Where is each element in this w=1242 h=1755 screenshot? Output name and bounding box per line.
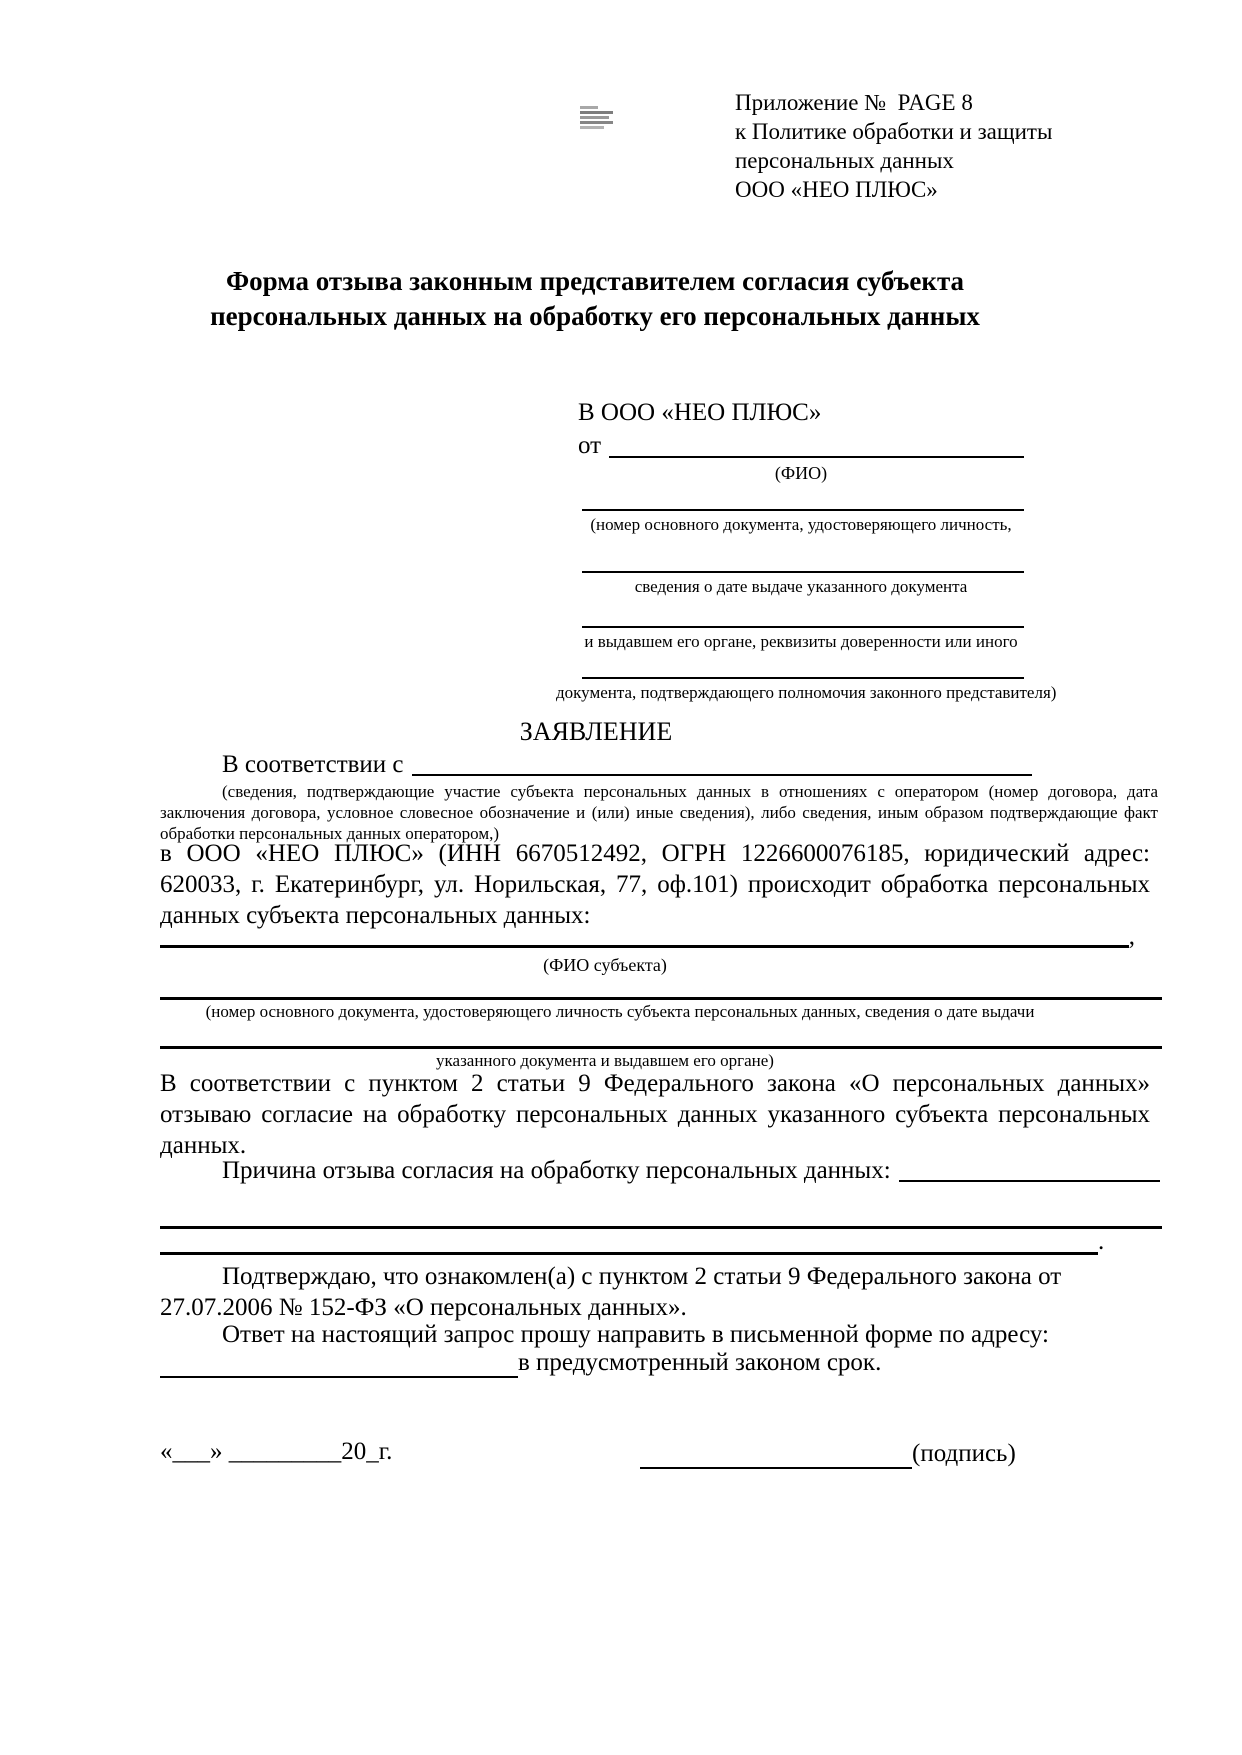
subject-document-caption2: указанного документа и выдавшем его органе) [436, 1051, 774, 1070]
intro-blank-line [412, 774, 1032, 776]
form-title-line1: Форма отзыва законным представителем согласия субъекта [225, 266, 965, 296]
blank-line-document-number [582, 483, 1024, 511]
appendix-policy-line: к Политике обработки и защиты [735, 119, 1053, 144]
text-lines-icon [580, 106, 613, 133]
operator-paragraph: в ООО «НЕО ПЛЮС» (ИНН 6670512492, ОГРН 1226600076185, юридический адрес: 620033, г. Екатеринбург, ул. Норильская, 77, оф.101) происходит обработка персональных данных субъекта персональных данных: [160, 840, 1150, 929]
intro-label: В соответствии с [222, 751, 404, 778]
appendix-company: ООО «НЕО ПЛЮС» [735, 177, 938, 202]
form-title-line2: персональных данных на обработку его персональных данных [210, 301, 980, 331]
from-line [578, 429, 1024, 462]
subject-fio-line [160, 922, 1135, 952]
date-blank: «___» _________20_г. [160, 1438, 393, 1465]
signature-blank-line [640, 1441, 912, 1469]
subject-document-blank-line2 [160, 1019, 1162, 1049]
caption-power-of-attorney: документа, подтверждающего полномочия законного представителя) [556, 683, 1057, 702]
reply-paragraph: Ответ на настоящий запрос прошу направить в письменной форме по адресу: [222, 1321, 1049, 1348]
confirm-paragraph: Подтверждаю, что ознакомлен(а) с пунктом 2 статьи 9 Федерального закона от 27.07.2006 № 152-ФЗ «О персональных данных». [160, 1263, 1062, 1321]
appendix-number: Приложение № PAGE 8 [735, 90, 973, 115]
reason-blank-line3 [160, 1229, 1162, 1255]
fine-print-note: (сведения, подтверждающие участие субъекта персональных данных в отношениях с оператором (номер договора, дата заключения договора, условное словесное обозначение и (или) иные сведения), либо сведения, иным образом подтверждающие факт обработки персональных данных оператором,) [160, 782, 1158, 843]
appendix-header [735, 88, 1052, 204]
caption-document-number: (номер основного документа, удостоверяющего личность, [590, 515, 1012, 534]
intro-line [160, 749, 1032, 780]
signature-line [640, 1438, 1016, 1469]
signature-caption: (подпись) [912, 1440, 1016, 1467]
reason-blank-line3-rule [160, 1230, 1098, 1255]
caption-issue-date: сведения о дате выдаче указанного документа [634, 577, 968, 596]
reply-deadline-text: в предусмотренный законом срок. [518, 1349, 882, 1376]
caption-issuing-authority: и выдавшем его органе, реквизиты доверенности или иного [584, 632, 1018, 651]
withdraw-paragraph: В соответствии с пунктом 2 статьи 9 Федерального закона «О персональных данных» отзываю согласие на обработку персональных данных указанного субъекта персональных данных. [160, 1070, 1150, 1159]
addressee-organization: В ООО «НЕО ПЛЮС» [578, 399, 822, 426]
subject-document-blank-line1 [160, 970, 1162, 1000]
reply-address-line [160, 1347, 1150, 1378]
blank-line-issue-date [582, 535, 1024, 573]
blank-line-power-of-attorney [582, 652, 1024, 679]
subject-fio-comma: , [1128, 923, 1135, 950]
subject-fio-caption: (ФИО субъекта) [543, 955, 667, 975]
appendix-policy-line2: персональных данных [735, 148, 954, 173]
form-title [160, 264, 1030, 334]
reason-label: Причина отзыва согласия на обработку персональных данных: [222, 1157, 891, 1184]
subject-fio-blank-line [160, 945, 1129, 948]
reason-blank-line [899, 1180, 1160, 1182]
addressee-block [556, 396, 1057, 703]
reason-line [160, 1155, 1160, 1186]
from-label: от [578, 432, 602, 459]
from-blank-line [609, 456, 1024, 458]
reply-address-blank-line [160, 1350, 518, 1378]
subject-document-caption1: (номер основного документа, удостоверяющего личность субъекта персональных данных, сведения о дате выдачи [205, 1002, 1035, 1021]
reason-blank-line2 [160, 1200, 1162, 1229]
statement-heading: ЗАЯВЛЕНИЕ [519, 717, 673, 746]
blank-line-issuing-authority [582, 597, 1024, 628]
fio-caption: (ФИО) [774, 463, 828, 483]
reason-period: . [1098, 1228, 1105, 1255]
